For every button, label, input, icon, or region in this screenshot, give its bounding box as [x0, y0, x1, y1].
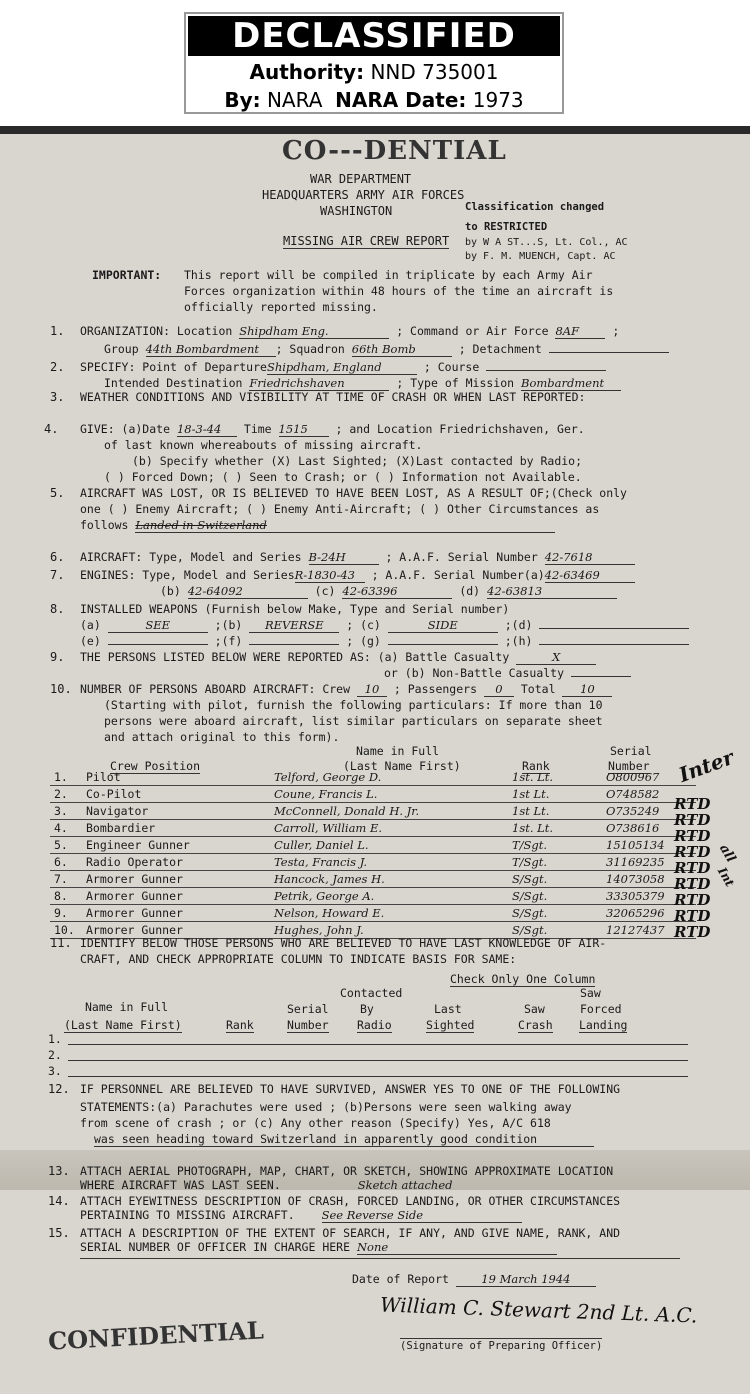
item-15-line-1: ATTACH A DESCRIPTION OF THE EXTENT OF SEARCH, IF ANY, AND GIVE NAME, RANK, AND — [80, 1226, 621, 1240]
table-row — [50, 786, 696, 803]
item-4-date: GIVE: (a)Date 18-3-44 Time 1515 ; and Location Friedrichshaven, Ger. — [80, 422, 585, 436]
hq-title: HEADQUARTERS ARMY AIR FORCES — [262, 188, 465, 202]
item-5-number: 5. — [50, 486, 65, 500]
important-label: IMPORTANT: — [92, 268, 162, 282]
crew-rank: S/Sgt. — [508, 871, 602, 888]
crew-number: 3. — [50, 803, 82, 820]
crew-number: 4. — [50, 820, 82, 837]
crew-header-serial-2: Number — [608, 759, 650, 773]
crew-serial: 12127437 — [602, 922, 696, 939]
crew-position: Armorer Gunner — [82, 888, 270, 905]
item-10-line-2: (Starting with pilot, furnish the following particulars: If more than 10 — [104, 698, 603, 712]
declassified-stamp — [184, 12, 564, 114]
crew-number: 6. — [50, 854, 82, 871]
crew-serial: 15105134 — [602, 837, 696, 854]
h-rank: Rank — [226, 1018, 254, 1032]
crew-serial: O748582 — [602, 786, 696, 803]
classification-by-2: by F. M. MUENCH, Capt. AC — [465, 251, 616, 262]
crew-header-position: Crew Position — [110, 759, 201, 773]
rtd-note: RTD — [674, 843, 711, 861]
crew-position: Armorer Gunner — [82, 905, 270, 922]
table-row — [50, 854, 696, 871]
crew-serial: 32065296 — [602, 905, 696, 922]
item-1-number: 1. — [50, 324, 65, 338]
witness-line-1 — [68, 1044, 688, 1045]
rtd-note: RTD — [674, 907, 711, 925]
margin-note-rtd-group — [674, 796, 710, 940]
h-radio-3: Radio — [357, 1018, 392, 1032]
item-1-group: Group 44th Bombardment ; Squadron 66th Bomb ; Detachment — [104, 342, 669, 357]
table-row — [50, 769, 696, 786]
crew-serial: 14073058 — [602, 871, 696, 888]
item-3-number: 3. — [50, 390, 65, 404]
h-forced-1: Saw — [580, 986, 601, 1000]
form-title: MISSING AIR CREW REPORT — [283, 234, 450, 248]
h-name-2: (Last Name First) — [64, 1018, 182, 1032]
margin-note-int: Int — [714, 864, 737, 890]
important-line-3: officially reported missing. — [184, 300, 378, 314]
crew-header-serial-1: Serial — [610, 744, 652, 758]
item-4-forced: ( ) Forced Down; ( ) Seen to Crash; or ( ) Information not Available. — [104, 470, 582, 484]
rtd-note: RTD — [674, 795, 711, 813]
item-6-number: 6. — [50, 550, 65, 564]
witness-line-3 — [68, 1076, 688, 1077]
table-row — [50, 837, 696, 854]
item-10-line-3: persons were aboard aircraft, list similar particulars on separate sheet — [104, 714, 603, 728]
crew-position: Bombardier — [82, 820, 270, 837]
item-11-number: 11. — [50, 936, 72, 950]
crew-position: Navigator — [82, 803, 270, 820]
item-9-number: 9. — [50, 650, 65, 664]
crew-number: 1. — [50, 769, 82, 786]
h-forced-3: Landing — [579, 1018, 628, 1032]
item-6-aircraft: AIRCRAFT: Type, Model and Series B-24H ; A.A.F. Serial Number 42-7618 — [80, 550, 635, 565]
h-crash-2: Crash — [518, 1018, 553, 1032]
h-serial-2: Number — [287, 1018, 329, 1032]
item-8-weapons: INSTALLED WEAPONS (Furnish below Make, Type and Serial number) — [80, 602, 510, 616]
h-radio-1: Contacted — [340, 986, 403, 1000]
h-last-1: Last — [434, 1002, 462, 1016]
crew-rank: 1st Lt. — [508, 803, 602, 820]
crew-serial: 33305379 — [602, 888, 696, 905]
item-2-destination: Intended Destination Friedrichshaven ; Type of Mission Bombardment — [104, 376, 621, 391]
item-5-line-1: AIRCRAFT WAS LOST, OR IS BELIEVED TO HAVE BEEN LOST, AS A RESULT OF;(Check only — [80, 486, 627, 500]
item-14-line-1: ATTACH EYEWITNESS DESCRIPTION OF CRASH, FORCED LANDING, OR OTHER CIRCUMSTANCES — [80, 1194, 621, 1208]
rtd-note: RTD — [674, 923, 711, 941]
crew-name: Hancock, James H. — [270, 871, 508, 888]
item-10-persons: NUMBER OF PERSONS ABOARD AIRCRAFT: Crew 10 ; Passengers 0 Total 10 — [80, 682, 612, 697]
crew-header-name-2: (Last Name First) — [343, 759, 461, 773]
rtd-note: RTD — [674, 811, 711, 829]
crew-name: Testa, Francis J. — [270, 854, 508, 871]
crew-position: Pilot — [82, 769, 270, 786]
table-row — [50, 871, 696, 888]
crew-serial: O800967 — [602, 769, 696, 786]
stamp-authority: Authority: NND 735001 — [249, 60, 499, 84]
item-12-number: 12. — [48, 1082, 70, 1096]
crew-number: 10. — [50, 922, 82, 939]
witness-line-2 — [68, 1060, 688, 1061]
crew-name: Petrik, George A. — [270, 888, 508, 905]
crew-rank: 1st Lt. — [508, 786, 602, 803]
item-11-line-1: IDENTIFY BELOW THOSE PERSONS WHO ARE BELIEVED TO HAVE LAST KNOWLEDGE OF AIR- — [80, 936, 607, 950]
item-10-line-4: and attach original to this form). — [104, 730, 340, 744]
classification-changed: Classification changed — [465, 201, 605, 213]
crew-serial: O735249 — [602, 803, 696, 820]
crew-name: Telford, George D. — [270, 769, 508, 786]
crew-name: Nelson, Howard E. — [270, 905, 508, 922]
important-line-1: This report will be compiled in triplicate by each Army Air — [184, 268, 593, 282]
item-8-number: 8. — [50, 602, 65, 616]
witness-row-2: 2. — [48, 1048, 62, 1062]
crew-number: 7. — [50, 871, 82, 888]
item-1-org: ORGANIZATION: Location Shipdham Eng. ; Command or Air Force 8AF ; — [80, 324, 620, 338]
rtd-note: RTD — [674, 859, 711, 877]
crew-rank: S/Sgt. — [508, 905, 602, 922]
item-12-line-4: was seen heading toward Switzerland in apparently good condition — [94, 1132, 594, 1147]
crew-header-rank: Rank — [522, 759, 550, 773]
crew-name: Hughes, John J. — [270, 922, 508, 939]
item-14-line-2: PERTAINING TO MISSING AIRCRAFT. See Reverse Side — [80, 1208, 522, 1223]
crew-number: 9. — [50, 905, 82, 922]
crew-serial: O738616 — [602, 820, 696, 837]
h-radio-2: By — [360, 1002, 374, 1016]
classification-mark: CO---DENTIAL — [282, 136, 507, 166]
crew-header-name-1: Name in Full — [356, 744, 440, 758]
classification-by-1: by W A ST...S, Lt. Col., AC — [465, 237, 628, 248]
margin-note-internee: Inter — [675, 745, 737, 787]
important-line-2: Forces organization within 48 hours of the time an aircraft is — [184, 284, 614, 298]
crew-number: 2. — [50, 786, 82, 803]
crew-position: Co-Pilot — [82, 786, 270, 803]
officer-signature: William C. Stewart 2nd Lt. A.C. — [379, 1292, 698, 1328]
item-2-number: 2. — [50, 360, 65, 374]
crew-name: Coune, Francis L. — [270, 786, 508, 803]
stamp-by: By: NARA NARA Date: 1973 — [224, 88, 524, 112]
crew-number: 5. — [50, 837, 82, 854]
crew-name: Culler, Daniel L. — [270, 837, 508, 854]
table-row — [50, 803, 696, 820]
rtd-note: RTD — [674, 875, 711, 893]
item-13-line-1: ATTACH AERIAL PHOTOGRAPH, MAP, CHART, OR SKETCH, SHOWING APPROXIMATE LOCATION — [80, 1164, 614, 1178]
item-15-line-2: SERIAL NUMBER OF OFFICER IN CHARGE HERE None — [80, 1240, 557, 1255]
table-row — [50, 905, 696, 922]
item-13-line-2: WHERE AIRCRAFT WAS LAST SEEN. Sketch attached — [80, 1178, 453, 1192]
item-2-departure: SPECIFY: Point of DepartureShipdham, England ; Course — [80, 360, 606, 375]
item-10-number: 10. — [50, 682, 72, 696]
war-department: WAR DEPARTMENT — [310, 172, 412, 186]
item-15-extra-line — [80, 1258, 680, 1259]
stamp-title: DECLASSIFIED — [188, 16, 560, 56]
crew-name: McConnell, Donald H. Jr. — [270, 803, 508, 820]
crew-rank: S/Sgt. — [508, 922, 602, 939]
page-edge — [0, 126, 750, 134]
item-4-number: 4. — [44, 422, 59, 436]
crew-position: Armorer Gunner — [82, 871, 270, 888]
item-9-casualty: THE PERSONS LISTED BELOW WERE REPORTED AS: (a) Battle Casualty X — [80, 650, 596, 665]
item-7-engine-serials: (b) 42-64092 (c) 42-63396 (d) 42-63813 — [160, 584, 617, 599]
item-15-number: 15. — [48, 1226, 70, 1240]
crew-position: Radio Operator — [82, 854, 270, 871]
item-9-nonbattle: or (b) Non-Battle Casualty — [384, 666, 631, 680]
item-8-row-1: (a) SEE ;(b) REVERSE ; (c) SIDE ;(d) — [80, 618, 689, 633]
witness-row-3: 3. — [48, 1064, 62, 1078]
h-last-2: Sighted — [426, 1018, 475, 1032]
date-of-report: Date of Report 19 March 1944 — [352, 1272, 596, 1287]
crew-rank: 1st. Lt. — [508, 820, 602, 837]
classification-to: to RESTRICTED — [465, 221, 548, 233]
h-name-1: Name in Full — [85, 1000, 169, 1014]
confidential-stamp-bottom: CONFIDENTIAL — [47, 1315, 265, 1356]
h-crash-1: Saw — [524, 1002, 545, 1016]
item-4-whereabouts: of last known whereabouts of missing aircraft. — [104, 438, 423, 452]
item-12-line-2: STATEMENTS:(a) Parachutes were used ; (b)Persons were seen walking away — [80, 1100, 572, 1114]
item-5-line-2: one ( ) Enemy Aircraft; ( ) Enemy Anti-Aircraft; ( ) Other Circumstances as — [80, 502, 600, 516]
rtd-note: RTD — [674, 827, 711, 845]
item-12-line-3: from scene of crash ; or (c) Any other reason (Specify) Yes, A/C 618 — [80, 1116, 551, 1130]
crew-rank: S/Sgt. — [508, 888, 602, 905]
item-11-line-2: CRAFT, AND CHECK APPROPRIATE COLUMN TO INDICATE BASIS FOR SAME: — [80, 952, 517, 966]
item-7-engines: ENGINES: Type, Model and SeriesR-1830-43 ; A.A.F. Serial Number(a)42-63469 — [80, 568, 635, 583]
crew-rank: T/Sgt. — [508, 837, 602, 854]
crew-table — [50, 769, 696, 939]
crew-position: Armorer Gunner — [82, 922, 270, 939]
item-8-row-2: (e) ;(f) ; (g) ;(h) — [80, 634, 689, 648]
crew-rank: 1st. Lt. — [508, 769, 602, 786]
witness-row-1: 1. — [48, 1032, 62, 1046]
item-13-number: 13. — [48, 1164, 70, 1178]
crew-rank: T/Sgt. — [508, 854, 602, 871]
crew-position: Engineer Gunner — [82, 837, 270, 854]
item-7-number: 7. — [50, 568, 65, 582]
item-14-number: 14. — [48, 1194, 70, 1208]
signature-caption: (Signature of Preparing Officer) — [400, 1340, 603, 1352]
item-3-weather: WEATHER CONDITIONS AND VISIBILITY AT TIME OF CRASH OR WHEN LAST REPORTED: — [80, 390, 586, 404]
item-11-check: Check Only One Column — [450, 972, 596, 986]
document-page — [0, 126, 750, 1394]
table-row — [50, 888, 696, 905]
item-4-specify: (b) Specify whether (X) Last Sighted; (X)Last contacted by Radio; — [132, 454, 583, 468]
crew-serial: 31169235 — [602, 854, 696, 871]
crew-number: 8. — [50, 888, 82, 905]
crew-name: Carroll, William E. — [270, 820, 508, 837]
item-12-line-1: IF PERSONNEL ARE BELIEVED TO HAVE SURVIVED, ANSWER YES TO ONE OF THE FOLLOWING — [80, 1082, 621, 1096]
item-5-line-3: follows Landed in Switzerland — [80, 518, 555, 533]
margin-note-all: all — [716, 841, 739, 866]
h-forced-2: Forced — [580, 1002, 622, 1016]
table-row — [50, 820, 696, 837]
city: WASHINGTON — [320, 204, 393, 218]
h-serial-1: Serial — [287, 1002, 329, 1016]
rtd-note: RTD — [674, 891, 711, 909]
